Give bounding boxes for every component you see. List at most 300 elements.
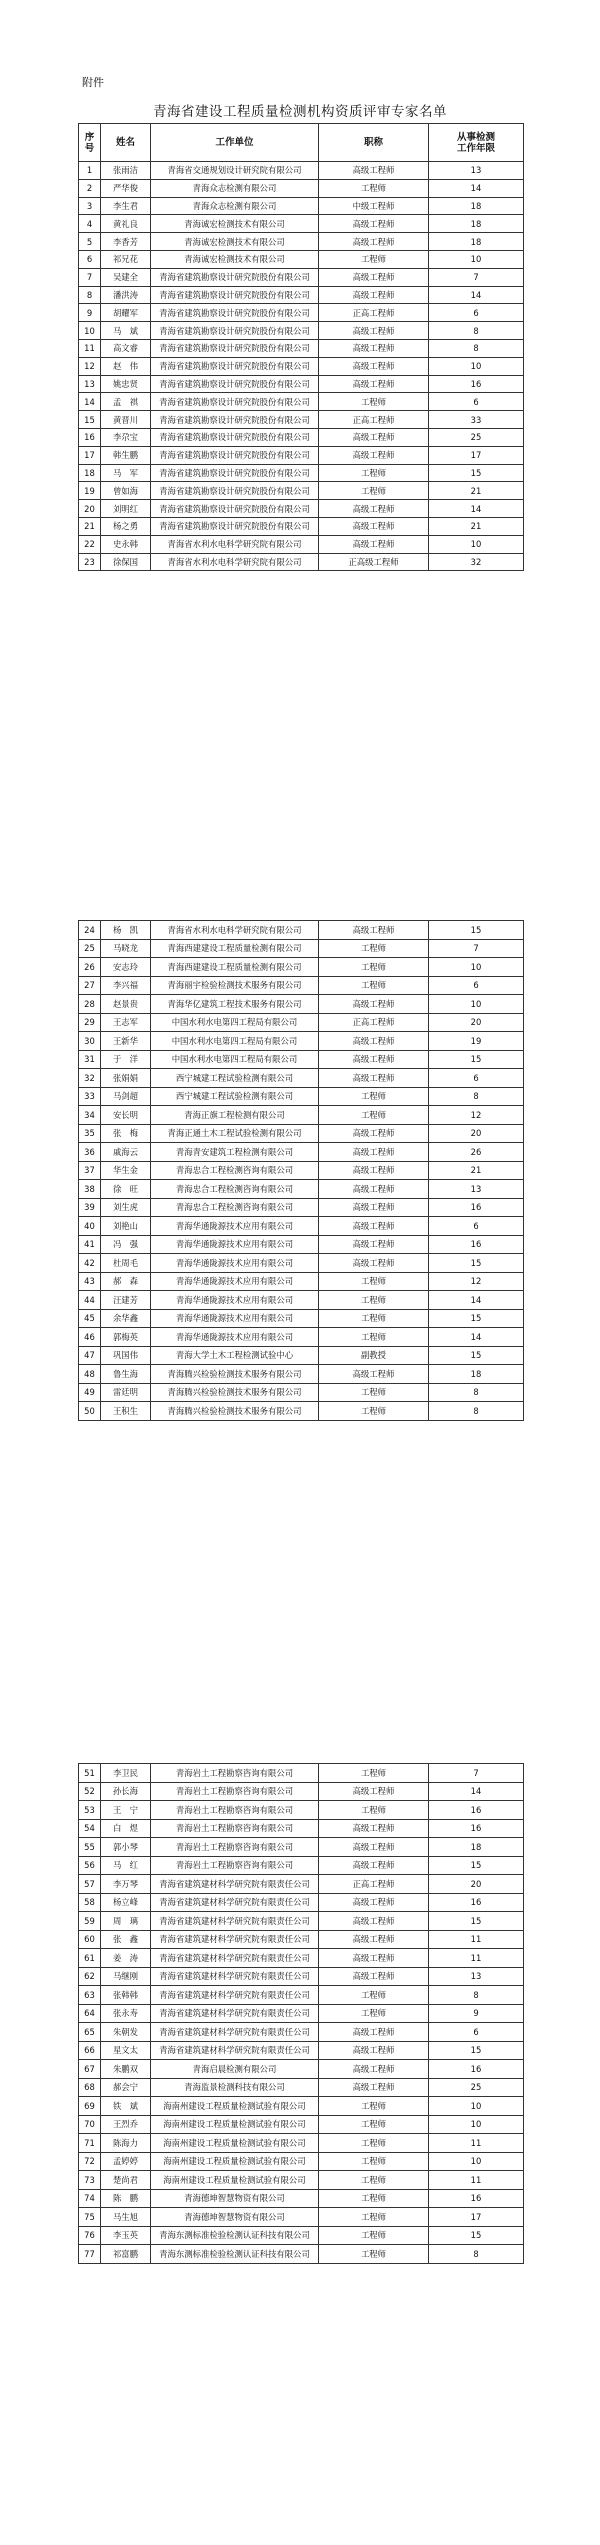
- cell-name: 高文睿: [101, 339, 151, 357]
- cell-years: 6: [429, 1217, 524, 1236]
- table-row: [79, 1328, 524, 1347]
- cell-unit: 青海省建筑建材科学研究院有限责任公司: [151, 1986, 319, 2005]
- cell-name: 张雨洁: [101, 162, 151, 180]
- cell-no: 64: [79, 2004, 101, 2023]
- table-row: [79, 2208, 524, 2227]
- table-row: [79, 464, 524, 482]
- cell-years: 26: [429, 1143, 524, 1162]
- cell-name: 王积生: [101, 1402, 151, 1421]
- cell-years: 20: [429, 1013, 524, 1032]
- cell-name: 张娟娟: [101, 1069, 151, 1088]
- cell-years: 16: [429, 2189, 524, 2208]
- cell-unit: 青海诚宏检测技术有限公司: [151, 215, 319, 233]
- cell-title: 高级工程师: [319, 446, 429, 464]
- cell-name: 赵景贵: [101, 995, 151, 1014]
- cell-name: 铁 斌: [101, 2097, 151, 2116]
- table-row: [79, 1967, 524, 1986]
- cell-no: 18: [79, 464, 101, 482]
- cell-unit: 西宁城建工程试验检测有限公司: [151, 1087, 319, 1106]
- table-row: [79, 517, 524, 535]
- cell-unit: 青海腾兴检验检测技术服务有限公司: [151, 1402, 319, 1421]
- cell-unit: 青海华通陇源技术应用有限公司: [151, 1328, 319, 1347]
- cell-years: 15: [429, 1050, 524, 1069]
- cell-years: 16: [429, 1801, 524, 1820]
- cell-years: 25: [429, 2078, 524, 2097]
- cell-unit: 青海忠合工程检测咨询有限公司: [151, 1161, 319, 1180]
- cell-no: 69: [79, 2097, 101, 2116]
- cell-no: 66: [79, 2041, 101, 2060]
- table-row: [79, 939, 524, 958]
- cell-unit: 青海西建建设工程质量检测有限公司: [151, 939, 319, 958]
- cell-title: 工程师: [319, 2189, 429, 2208]
- table-row: [79, 1949, 524, 1968]
- cell-years: 13: [429, 1967, 524, 1986]
- table-row: [79, 2171, 524, 2190]
- table-row: [79, 2189, 524, 2208]
- cell-name: 陈海力: [101, 2134, 151, 2153]
- expert-table-page-3: [78, 1763, 524, 2264]
- cell-title: 高级工程师: [319, 1180, 429, 1199]
- cell-name: 杨 凯: [101, 921, 151, 940]
- cell-title: 高级工程师: [319, 357, 429, 375]
- table-row: [79, 1875, 524, 1894]
- cell-unit: 青海忠合工程检测咨询有限公司: [151, 1198, 319, 1217]
- cell-name: 马 斌: [101, 322, 151, 340]
- cell-no: 26: [79, 958, 101, 977]
- cell-unit: 青海省交通规划设计研究院有限公司: [151, 162, 319, 180]
- cell-no: 6: [79, 250, 101, 268]
- cell-years: 25: [429, 428, 524, 446]
- cell-no: 16: [79, 428, 101, 446]
- cell-no: 38: [79, 1180, 101, 1199]
- cell-years: 12: [429, 1272, 524, 1291]
- cell-no: 36: [79, 1143, 101, 1162]
- cell-no: 10: [79, 322, 101, 340]
- cell-title: 工程师: [319, 2226, 429, 2245]
- cell-no: 12: [79, 357, 101, 375]
- cell-title: 高级工程师: [319, 1893, 429, 1912]
- cell-title: 工程师: [319, 976, 429, 995]
- cell-years: 15: [429, 2226, 524, 2245]
- cell-years: 16: [429, 1198, 524, 1217]
- cell-title: 正高工程师: [319, 411, 429, 429]
- cell-no: 47: [79, 1346, 101, 1365]
- cell-name: 戚海云: [101, 1143, 151, 1162]
- cell-no: 15: [79, 411, 101, 429]
- cell-no: 21: [79, 517, 101, 535]
- cell-title: 高级工程师: [319, 921, 429, 940]
- cell-name: 王烈乔: [101, 2115, 151, 2134]
- cell-no: 49: [79, 1383, 101, 1402]
- cell-name: 马 军: [101, 464, 151, 482]
- cell-title: 高级工程师: [319, 517, 429, 535]
- cell-name: 巩国伟: [101, 1346, 151, 1365]
- cell-no: 35: [79, 1124, 101, 1143]
- cell-unit: 青海西建建设工程质量检测有限公司: [151, 958, 319, 977]
- cell-years: 13: [429, 162, 524, 180]
- cell-no: 52: [79, 1782, 101, 1801]
- cell-no: 77: [79, 2245, 101, 2264]
- table-row: [79, 2041, 524, 2060]
- cell-no: 50: [79, 1402, 101, 1421]
- cell-years: 8: [429, 1986, 524, 2005]
- cell-unit: 青海华通陇源技术应用有限公司: [151, 1309, 319, 1328]
- cell-no: 2: [79, 179, 101, 197]
- cell-no: 27: [79, 976, 101, 995]
- cell-unit: 青海华通陇源技术应用有限公司: [151, 1217, 319, 1236]
- table-row: [79, 339, 524, 357]
- cell-no: 46: [79, 1328, 101, 1347]
- table-row: [79, 1217, 524, 1236]
- cell-unit: 青海正旗工程检测有限公司: [151, 1106, 319, 1125]
- cell-no: 24: [79, 921, 101, 940]
- cell-unit: 青海省建筑勘察设计研究院股份有限公司: [151, 375, 319, 393]
- cell-title: 工程师: [319, 958, 429, 977]
- table-row: [79, 179, 524, 197]
- cell-title: 工程师: [319, 1087, 429, 1106]
- cell-years: 7: [429, 939, 524, 958]
- cell-name: 马剑超: [101, 1087, 151, 1106]
- cell-name: 刘艳山: [101, 1217, 151, 1236]
- cell-title: 高级工程师: [319, 268, 429, 286]
- cell-title: 高级工程师: [319, 1050, 429, 1069]
- cell-no: 43: [79, 1272, 101, 1291]
- cell-unit: 青海德坤智慧物资有限公司: [151, 2208, 319, 2227]
- cell-years: 21: [429, 482, 524, 500]
- cell-name: 黄晋川: [101, 411, 151, 429]
- cell-name: 楚尚君: [101, 2171, 151, 2190]
- cell-unit: 青海腾兴检验检测技术服务有限公司: [151, 1365, 319, 1384]
- cell-title: 高级工程师: [319, 500, 429, 518]
- cell-name: 祁富鹏: [101, 2245, 151, 2264]
- cell-years: 11: [429, 2171, 524, 2190]
- cell-name: 严华俊: [101, 179, 151, 197]
- cell-years: 10: [429, 995, 524, 1014]
- cell-name: 张 梅: [101, 1124, 151, 1143]
- cell-years: 21: [429, 1161, 524, 1180]
- table-row: [79, 500, 524, 518]
- cell-unit: 青海省建筑勘察设计研究院股份有限公司: [151, 357, 319, 375]
- cell-name: 朱朝发: [101, 2023, 151, 2042]
- cell-title: 高级工程师: [319, 995, 429, 1014]
- cell-years: 8: [429, 322, 524, 340]
- cell-years: 17: [429, 2208, 524, 2227]
- cell-name: 孙长海: [101, 1782, 151, 1801]
- cell-title: 工程师: [319, 1383, 429, 1402]
- cell-years: 15: [429, 1346, 524, 1365]
- cell-name: 安长明: [101, 1106, 151, 1125]
- cell-name: 雷廷明: [101, 1383, 151, 1402]
- cell-years: 18: [429, 215, 524, 233]
- cell-name: 杨立峰: [101, 1893, 151, 1912]
- table-row: [79, 482, 524, 500]
- table-row: [79, 958, 524, 977]
- cell-title: 高级工程师: [319, 1912, 429, 1931]
- cell-years: 10: [429, 2115, 524, 2134]
- cell-unit: 青海省建筑勘察设计研究院股份有限公司: [151, 322, 319, 340]
- attachment-label: 附件: [82, 76, 104, 89]
- cell-no: 37: [79, 1161, 101, 1180]
- cell-title: 高级工程师: [319, 1949, 429, 1968]
- cell-name: 徐 旺: [101, 1180, 151, 1199]
- cell-unit: 青海省建筑建材科学研究院有限责任公司: [151, 1912, 319, 1931]
- table-header-row: [79, 124, 524, 162]
- cell-name: 星文太: [101, 2041, 151, 2060]
- cell-no: 54: [79, 1819, 101, 1838]
- cell-title: 高级工程师: [319, 1198, 429, 1217]
- cell-unit: 青海省建筑建材科学研究院有限责任公司: [151, 2041, 319, 2060]
- cell-no: 19: [79, 482, 101, 500]
- cell-years: 10: [429, 357, 524, 375]
- cell-name: 祁兄花: [101, 250, 151, 268]
- cell-no: 40: [79, 1217, 101, 1236]
- table-row: [79, 2023, 524, 2042]
- cell-title: 工程师: [319, 393, 429, 411]
- table-row: [79, 2078, 524, 2097]
- header-name: 姓名: [101, 124, 151, 162]
- cell-years: 16: [429, 2060, 524, 2079]
- cell-name: 史永韩: [101, 535, 151, 553]
- cell-years: 11: [429, 1930, 524, 1949]
- cell-years: 6: [429, 393, 524, 411]
- cell-name: 孟婷婷: [101, 2152, 151, 2171]
- cell-years: 9: [429, 2004, 524, 2023]
- cell-unit: 青海诚宏检测技术有限公司: [151, 250, 319, 268]
- cell-years: 21: [429, 517, 524, 535]
- cell-years: 16: [429, 375, 524, 393]
- cell-years: 16: [429, 1819, 524, 1838]
- cell-years: 10: [429, 2097, 524, 2116]
- cell-unit: 青海腾兴检验检测技术服务有限公司: [151, 1383, 319, 1402]
- cell-no: 14: [79, 393, 101, 411]
- cell-title: 工程师: [319, 2171, 429, 2190]
- cell-unit: 青海华通陇源技术应用有限公司: [151, 1235, 319, 1254]
- table-row: [79, 357, 524, 375]
- cell-no: 55: [79, 1838, 101, 1857]
- cell-title: 高级工程师: [319, 1161, 429, 1180]
- cell-name: 姜 涛: [101, 1949, 151, 1968]
- cell-years: 8: [429, 1402, 524, 1421]
- table-row: [79, 1087, 524, 1106]
- cell-unit: 青海省建筑勘察设计研究院股份有限公司: [151, 517, 319, 535]
- cell-name: 马晓龙: [101, 939, 151, 958]
- cell-title: 工程师: [319, 1272, 429, 1291]
- cell-no: 41: [79, 1235, 101, 1254]
- cell-no: 31: [79, 1050, 101, 1069]
- cell-title: 高级工程师: [319, 1124, 429, 1143]
- cell-name: 郭小琴: [101, 1838, 151, 1857]
- cell-unit: 海南州建设工程质量检测试验有限公司: [151, 2115, 319, 2134]
- cell-name: 张韩韩: [101, 1986, 151, 2005]
- cell-no: 57: [79, 1875, 101, 1894]
- table-row: [79, 1764, 524, 1783]
- cell-unit: 青海众志检测有限公司: [151, 179, 319, 197]
- cell-years: 10: [429, 250, 524, 268]
- cell-no: 4: [79, 215, 101, 233]
- cell-years: 10: [429, 958, 524, 977]
- cell-unit: 西宁城建工程试验检测有限公司: [151, 1069, 319, 1088]
- table-row: [79, 322, 524, 340]
- cell-no: 56: [79, 1856, 101, 1875]
- cell-no: 9: [79, 304, 101, 322]
- cell-no: 20: [79, 500, 101, 518]
- cell-unit: 青海德坤智慧物资有限公司: [151, 2189, 319, 2208]
- cell-name: 李卫民: [101, 1764, 151, 1783]
- cell-unit: 海南州建设工程质量检测试验有限公司: [151, 2097, 319, 2116]
- cell-title: 高级工程师: [319, 215, 429, 233]
- cell-years: 15: [429, 921, 524, 940]
- cell-title: 工程师: [319, 1291, 429, 1310]
- cell-unit: 青海省建筑建材科学研究院有限责任公司: [151, 1930, 319, 1949]
- cell-no: 61: [79, 1949, 101, 1968]
- cell-no: 53: [79, 1801, 101, 1820]
- cell-unit: 青海启晨检测有限公司: [151, 2060, 319, 2079]
- cell-unit: 青海忠合工程检测咨询有限公司: [151, 1180, 319, 1199]
- cell-name: 余华鑫: [101, 1309, 151, 1328]
- cell-years: 20: [429, 1124, 524, 1143]
- cell-name: 朱鹏双: [101, 2060, 151, 2079]
- cell-title: 工程师: [319, 179, 429, 197]
- cell-years: 19: [429, 1032, 524, 1051]
- cell-unit: 青海省建筑建材科学研究院有限责任公司: [151, 1875, 319, 1894]
- cell-unit: 青海华通陇源技术应用有限公司: [151, 1291, 319, 1310]
- cell-title: 高级工程师: [319, 233, 429, 251]
- cell-name: 郝会宁: [101, 2078, 151, 2097]
- table-row: [79, 428, 524, 446]
- cell-name: 黄礼良: [101, 215, 151, 233]
- cell-title: 中级工程师: [319, 197, 429, 215]
- cell-years: 16: [429, 1235, 524, 1254]
- cell-title: 高级工程师: [319, 1032, 429, 1051]
- cell-name: 张永寿: [101, 2004, 151, 2023]
- table-row: [79, 553, 524, 571]
- cell-years: 15: [429, 464, 524, 482]
- table-row: [79, 2097, 524, 2116]
- cell-no: 1: [79, 162, 101, 180]
- cell-name: 王新华: [101, 1032, 151, 1051]
- cell-name: 王志军: [101, 1013, 151, 1032]
- cell-unit: 青海青安建筑工程检测有限公司: [151, 1143, 319, 1162]
- cell-name: 华生金: [101, 1161, 151, 1180]
- cell-no: 11: [79, 339, 101, 357]
- table-row: [79, 921, 524, 940]
- cell-years: 8: [429, 1383, 524, 1402]
- cell-no: 23: [79, 553, 101, 571]
- cell-years: 33: [429, 411, 524, 429]
- cell-unit: 青海省建筑建材科学研究院有限责任公司: [151, 1893, 319, 1912]
- document-title: 青海省建设工程质量检测机构资质评审专家名单: [153, 104, 447, 120]
- cell-title: 高级工程师: [319, 2023, 429, 2042]
- cell-years: 6: [429, 1069, 524, 1088]
- cell-years: 10: [429, 535, 524, 553]
- cell-no: 48: [79, 1365, 101, 1384]
- cell-no: 33: [79, 1087, 101, 1106]
- cell-title: 工程师: [319, 2208, 429, 2227]
- cell-years: 17: [429, 446, 524, 464]
- table-row: [79, 1801, 524, 1820]
- cell-unit: 青海省水利水电科学研究院有限公司: [151, 535, 319, 553]
- cell-name: 郭梅英: [101, 1328, 151, 1347]
- cell-title: 工程师: [319, 1309, 429, 1328]
- cell-unit: 青海岩土工程勘察咨询有限公司: [151, 1819, 319, 1838]
- cell-no: 42: [79, 1254, 101, 1273]
- cell-title: 高级工程师: [319, 1254, 429, 1273]
- table-row: [79, 197, 524, 215]
- cell-name: 李香芳: [101, 233, 151, 251]
- cell-name: 郝 森: [101, 1272, 151, 1291]
- header-title: 职称: [319, 124, 429, 162]
- table-row: [79, 375, 524, 393]
- table-row: [79, 215, 524, 233]
- cell-unit: 中国水利水电第四工程局有限公司: [151, 1032, 319, 1051]
- cell-no: 44: [79, 1291, 101, 1310]
- table-row: [79, 2245, 524, 2264]
- cell-title: 工程师: [319, 1764, 429, 1783]
- cell-unit: 青海监景检测科技有限公司: [151, 2078, 319, 2097]
- cell-years: 8: [429, 2245, 524, 2264]
- cell-years: 14: [429, 1291, 524, 1310]
- cell-title: 工程师: [319, 2115, 429, 2134]
- cell-years: 15: [429, 1309, 524, 1328]
- cell-no: 75: [79, 2208, 101, 2227]
- cell-unit: 青海省建筑建材科学研究院有限责任公司: [151, 1967, 319, 1986]
- cell-name: 刘生虎: [101, 1198, 151, 1217]
- cell-years: 18: [429, 1838, 524, 1857]
- cell-title: 工程师: [319, 1986, 429, 2005]
- cell-no: 34: [79, 1106, 101, 1125]
- table-row: [79, 535, 524, 553]
- cell-title: 高级工程师: [319, 1967, 429, 1986]
- table-row: [79, 1143, 524, 1162]
- cell-unit: 青海省水利水电科学研究院有限公司: [151, 553, 319, 571]
- cell-title: 高级工程师: [319, 2078, 429, 2097]
- cell-years: 8: [429, 339, 524, 357]
- cell-unit: 青海岩土工程勘察咨询有限公司: [151, 1782, 319, 1801]
- cell-unit: 中国水利水电第四工程局有限公司: [151, 1013, 319, 1032]
- cell-years: 14: [429, 179, 524, 197]
- cell-title: 工程师: [319, 939, 429, 958]
- table-row: [79, 411, 524, 429]
- cell-no: 62: [79, 1967, 101, 1986]
- table-row: [79, 995, 524, 1014]
- cell-years: 7: [429, 1764, 524, 1783]
- cell-name: 曾如海: [101, 482, 151, 500]
- table-row: [79, 1032, 524, 1051]
- table-row: [79, 1124, 524, 1143]
- cell-years: 6: [429, 2023, 524, 2042]
- cell-years: 15: [429, 1254, 524, 1273]
- cell-name: 白 煜: [101, 1819, 151, 1838]
- cell-unit: 青海省水利水电科学研究院有限公司: [151, 921, 319, 940]
- table-row: [79, 1198, 524, 1217]
- cell-unit: 青海省建筑勘察设计研究院股份有限公司: [151, 286, 319, 304]
- cell-title: 正高级工程师: [319, 553, 429, 571]
- cell-unit: 青海众志检测有限公司: [151, 197, 319, 215]
- cell-name: 李玉英: [101, 2226, 151, 2245]
- cell-title: 高级工程师: [319, 162, 429, 180]
- cell-title: 高级工程师: [319, 1819, 429, 1838]
- cell-name: 安志玲: [101, 958, 151, 977]
- cell-unit: 青海省建筑勘察设计研究院股份有限公司: [151, 464, 319, 482]
- cell-name: 王 宁: [101, 1801, 151, 1820]
- table-row: [79, 268, 524, 286]
- cell-years: 18: [429, 1365, 524, 1384]
- cell-no: 17: [79, 446, 101, 464]
- cell-years: 15: [429, 1856, 524, 1875]
- cell-name: 汪建芳: [101, 1291, 151, 1310]
- cell-title: 正高工程师: [319, 1013, 429, 1032]
- table-row: [79, 304, 524, 322]
